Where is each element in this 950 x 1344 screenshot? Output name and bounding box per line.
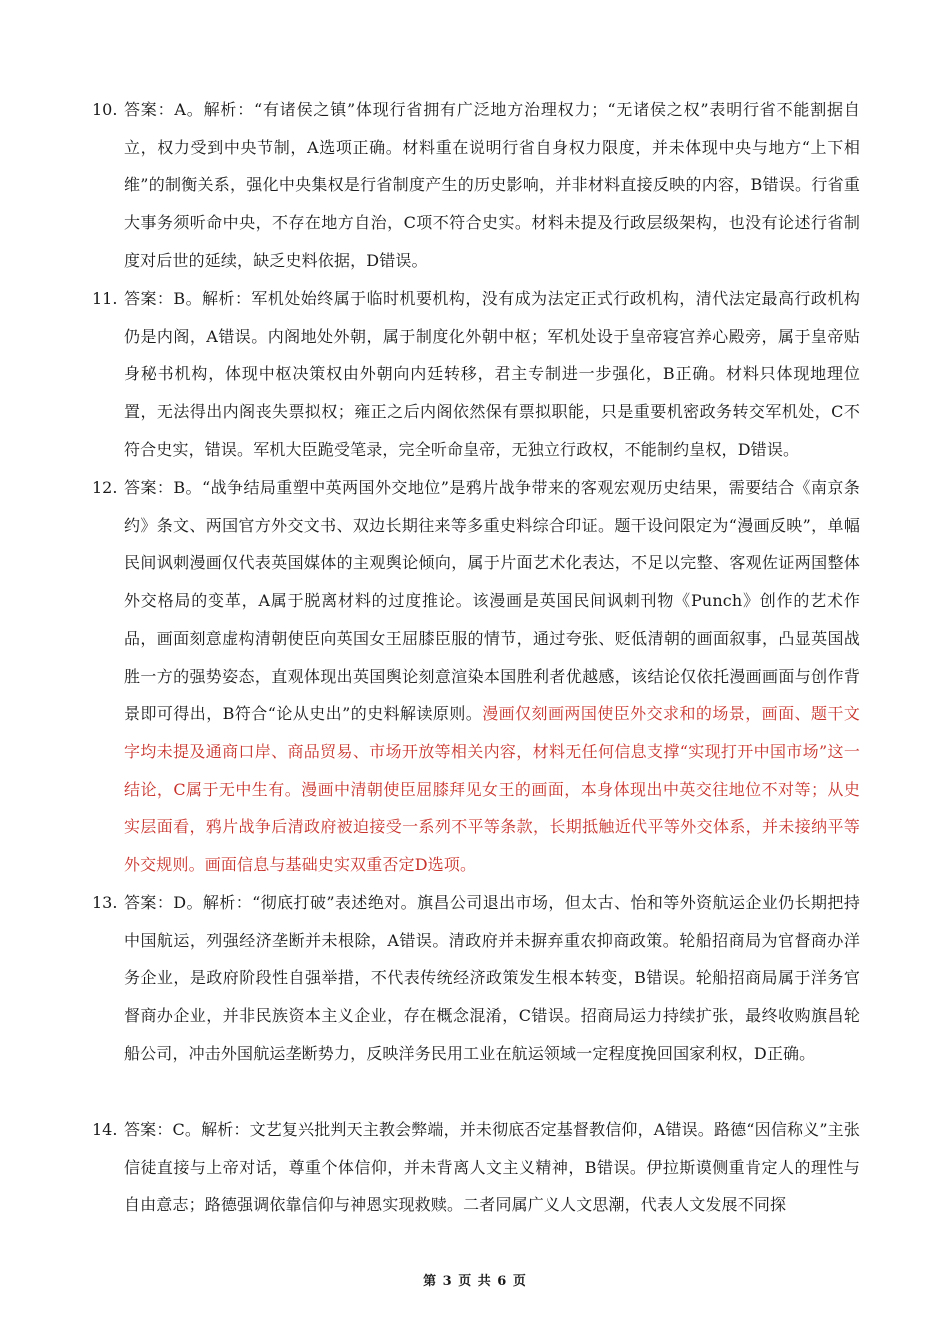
explanation-text: 答案：D。解析：“彻底打破”表述绝对。旗昌公司退出市场，但太古、怡和等外资航运企业仍长期把持中国航运，列强经济垄断并未根除，A错误。清政府并未摒弃重农抑商政策。轮船招商局为官督商办洋务企业，是政府阶段性自强举措，不代表传统经济政策发生根本转变，B错误。轮船招商局属于洋务官督商办企业，并非民族资本主义企业，存在概念混淆，C错误。招商局运力持续扩张，最终收购旗昌轮船公司，冲击外国航运垄断势力，反映洋务民用工业在航运领域一定程度挽回国家利权，D正确。 xyxy=(124,893,860,1063)
item-number: 13. xyxy=(92,893,118,912)
item-explanation xyxy=(124,280,860,469)
answer-item-11 xyxy=(92,280,860,469)
explanation-text: 答案：B。解析：军机处始终属于临时机要机构，没有成为法定正式行政机构，清代法定最高行政机构仍是内阁，A错误。内阁地处外朝，属于制度化外朝中枢；军机处设于皇帝寝宫养心殿旁，属于皇帝贴身秘书机构，体现中枢决策权由外朝向内廷转移，君主专制进一步强化，B正确。材料只体现地理位置，无法得出内阁丧失票拟权；雍正之后内阁依然保有票拟职能，只是重要机密政务转交军机处，C不符合史实，错误。军机大臣跪受笔录，完全听命皇帝，无独立行政权，不能制约皇权，D错误。 xyxy=(124,289,860,459)
answer-item-13 xyxy=(92,884,860,1073)
answer-item-14 xyxy=(92,1111,860,1224)
explanation-text: 答案：B。“战争结局重塑中英两国外交地位”是鸦片战争带来的客观宏观历史结果，需要结合《南京条约》条文、两国官方外交文书、双边长期往来等多重史料综合印证。题干设问限定为“漫画反映”，单幅民间讽刺漫画仅代表英国媒体的主观舆论倾向，属于片面艺术化表达，不足以完整、客观佐证两国整体外交格局的变革，A属于脱离材料的过度推论。该漫画是英国民间讽刺刊物《Punch》创作的艺术作品，画面刻意虚构清朝使臣向英国女王屈膝臣服的情节，通过夸张、贬低清朝的画面叙事，凸显英国战胜一方的强势姿态，直观体现出英国舆论刻意渲染本国胜利者优越感，该结论仅依托漫画画面与创作背景即可得出，B符合“论从史出”的史料解读原则。 xyxy=(124,478,860,724)
item-number: 10. xyxy=(92,100,118,119)
explanation-text: 答案：C。解析：文艺复兴批判天主教会弊端，并未彻底否定基督教信仰，A错误。路德“因信称义”主张信徒直接与上帝对话，尊重个体信仰，并未背离人文主义精神，B错误。伊拉斯谟侧重肯定人的理性与自由意志；路德强调依靠信仰与神恩实现救赎。二者同属广义人文思潮，代表人文发展不同探 xyxy=(124,1120,860,1215)
answer-item-12 xyxy=(92,469,860,884)
item-explanation xyxy=(124,884,860,1073)
item-explanation xyxy=(124,469,860,884)
item-number: 11. xyxy=(92,289,118,308)
item-explanation xyxy=(124,1111,860,1224)
item-number: 14. xyxy=(92,1120,118,1139)
highlighted-explanation-text: 漫画仅刻画两国使臣外交求和的场景，画面、题干文字均未提及通商口岸、商品贸易、市场开放等相关内容，材料无任何信息支撑“实现打开中国市场”这一结论，C属于无中生有。漫画中清朝使臣屈膝拜见女王的画面，本身体现出中英交往地位不对等；从史实层面看，鸦片战争后清政府被迫接受一系列不平等条款，长期抵触近代平等外交体系，并未接纳平等外交规则。画面信息与基础史实双重否定D选项。 xyxy=(124,704,860,875)
explanation-text: 答案：A。解析：“有诸侯之镇”体现行省拥有广泛地方治理权力；“无诸侯之权”表明行省不能割据自立，权力受到中央节制，A选项正确。材料重在说明行省自身权力限度，并未体现中央与地方“上下相维”的制衡关系，强化中央集权是行省制度产生的历史影响，并非材料直接反映的内容，B错误。行省重大事务须听命中央，不存在地方自治，C项不符合史实。材料未提及行政层级架构，也没有论述行省制度对后世的延续，缺乏史料依据，D错误。 xyxy=(124,100,860,270)
page-footer: 第 3 页 共 6 页 xyxy=(423,1274,527,1289)
answer-item-10 xyxy=(92,91,860,280)
item-explanation xyxy=(124,91,860,280)
item-number: 12. xyxy=(92,478,118,497)
